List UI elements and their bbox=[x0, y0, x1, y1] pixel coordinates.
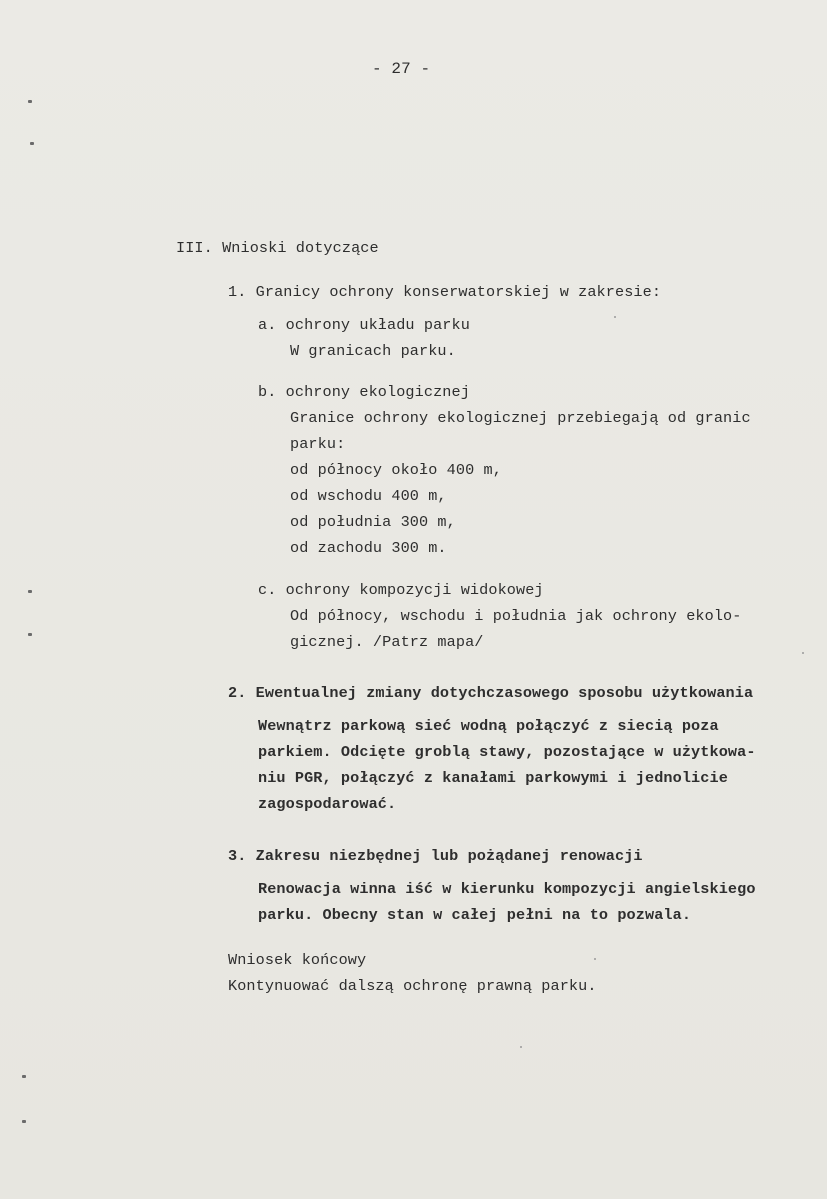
margin-mark bbox=[30, 142, 34, 145]
item1-c-line1: c. ochrony kompozycji widokowej bbox=[258, 581, 544, 599]
item1-b-line6: od południa 300 m, bbox=[290, 513, 456, 531]
section-heading: III. Wnioski dotyczące bbox=[176, 239, 379, 257]
item1-b-line4: od północy około 400 m, bbox=[290, 461, 502, 479]
item3-line2: parku. Obecny stan w całej pełni na to pozwala. bbox=[258, 906, 692, 924]
margin-mark bbox=[28, 633, 32, 636]
item1-b-line1: b. ochrony ekologicznej bbox=[258, 383, 470, 401]
item1-title: 1. Granicy ochrony konserwatorskiej w zakresie: bbox=[228, 283, 662, 301]
paper-speck bbox=[802, 652, 804, 654]
item1-b-line2: Granice ochrony ekologicznej przebiegają od granic bbox=[290, 409, 751, 427]
item1-a-line2: W granicach parku. bbox=[290, 342, 456, 360]
item1-c-line2: Od północy, wschodu i południa jak ochrony ekolo- bbox=[290, 607, 742, 625]
item2-line4: zagospodarować. bbox=[258, 795, 397, 813]
item3-title: 3. Zakresu niezbędnej lub pożądanej renowacji bbox=[228, 847, 643, 865]
paper-speck bbox=[594, 958, 596, 960]
item1-b-line3: parku: bbox=[290, 435, 346, 453]
margin-mark bbox=[28, 590, 32, 593]
item2-line3: niu PGR, połączyć z kanałami parkowymi i jednolicie bbox=[258, 769, 728, 787]
item1-b-line5: od wschodu 400 m, bbox=[290, 487, 447, 505]
margin-mark bbox=[28, 100, 32, 103]
item2-line1: Wewnątrz parkową sieć wodną połączyć z siecią poza bbox=[258, 717, 719, 735]
paper-speck bbox=[614, 316, 616, 318]
margin-mark bbox=[22, 1120, 26, 1123]
item3-line1: Renowacja winna iść w kierunku kompozycji angielskiego bbox=[258, 880, 756, 898]
paper-speck bbox=[520, 1046, 522, 1048]
item2-title: 2. Ewentualnej zmiany dotychczasowego sposobu użytkowania bbox=[228, 684, 754, 702]
conclusion-line1: Kontynuować dalszą ochronę prawną parku. bbox=[228, 977, 597, 995]
conclusion-title: Wniosek końcowy bbox=[228, 951, 367, 969]
item2-line2: parkiem. Odcięte groblą stawy, pozostające w użytkowa- bbox=[258, 743, 756, 761]
margin-mark bbox=[22, 1075, 26, 1078]
item1-b-line7: od zachodu 300 m. bbox=[290, 539, 447, 557]
item1-a-line1: a. ochrony układu parku bbox=[258, 316, 470, 334]
page-number: - 27 - bbox=[372, 60, 431, 78]
item1-c-line3: gicznej. /Patrz mapa/ bbox=[290, 633, 484, 651]
